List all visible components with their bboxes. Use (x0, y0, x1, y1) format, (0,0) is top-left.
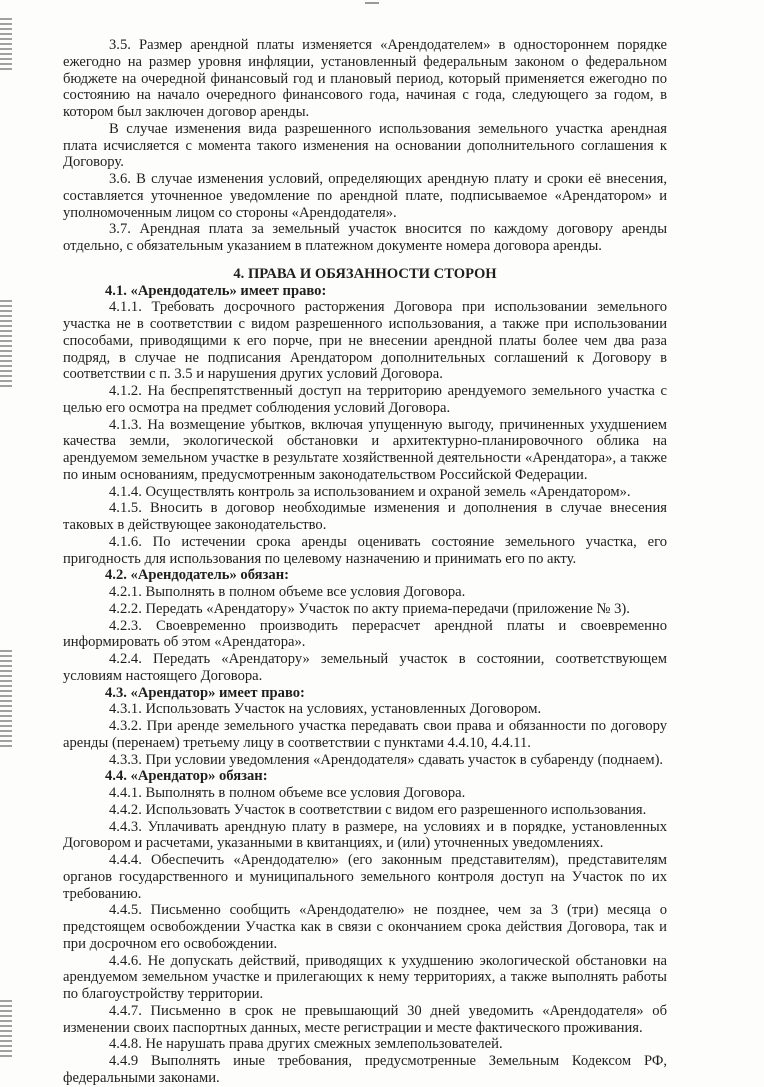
paragraph-4-2-2: 4.2.2. Передать «Арендатору» Участок по акту приема-передачи (приложение № 3). (109, 600, 630, 617)
paragraph-4-1-3: 4.1.3. На возмещение убытков, включая упущенную выгоду, причиненных ухудшением качества земли, экологической обстановки и архитектурно-планировочного облика на арендуемом земельном участке в результате хозяйственной деятельности «Арендатора», а также по иным основаниям, предусмотренным законодательством Российской Федерации. (63, 416, 667, 483)
paragraph-4-3-3: 4.3.3. При условии уведомления «Арендодателя» сдавать участок в субаренду (поднаем). (109, 751, 664, 768)
subsection-4-1: 4.1. «Арендодатель» имеет право: (105, 282, 327, 299)
paragraph-4-4-9: 4.4.9 Выполнять иные требования, предусмотренные Земельным Кодексом РФ, федеральными законами. (63, 1053, 667, 1086)
binding-mark (0, 650, 12, 750)
subsection-4-2: 4.2. «Арендодатель» обязан: (105, 567, 289, 584)
paragraph-4-3-1: 4.3.1. Использовать Участок на условиях, установленных Договором. (109, 701, 542, 718)
paragraph-4-4-7: 4.4.7. Письменно в срок не превышающий 30 дней уведомить «Арендодателя» об изменении своих паспортных данных, месте регистрации и месте фактического проживания. (63, 1002, 667, 1036)
paragraph-3-6: 3.6. В случае изменения условий, определяющих арендную плату и сроки её внесения, составляется уточненное уведомление по арендной плате, подписываемое «Арендатором» и уполномоченным лицом со стороны «Арендодателя». (63, 171, 667, 221)
paragraph-4-4-2: 4.4.2. Использовать Участок в соответствии с видом его разрешенного использования. (109, 801, 647, 818)
binding-mark (0, 300, 12, 390)
paragraph-4-1-6: 4.1.6. По истечении срока аренды оценивать состояние земельного участка, его пригодность для использования по целевому назначению и принимать его по акту. (63, 533, 667, 567)
subsection-4-3: 4.3. «Арендатор» имеет право: (105, 684, 305, 701)
binding-mark (0, 1000, 12, 1060)
document-page (63, 37, 667, 1087)
paragraph-4-1-1: 4.1.1. Требовать досрочного расторжения Договора при использовании земельного участка не в соответствии с видом разрешенного использования, а также при использовании способами, приводящими к его порче, при не внесении арендной платы более чем два раза подряд, в случае не подписания Арендатором дополнительных соглашений к Договору в соответствии с п. 3.5 и нарушения других условий Договора. (63, 299, 667, 383)
paragraph-4-2-4: 4.2.4. Передать «Арендатору» земельный участок в состоянии, соответствующем условиям настоящего Договора. (63, 651, 667, 684)
paragraph-4-4-8: 4.4.8. Не нарушать права других смежных землепользователей. (109, 1036, 503, 1053)
paragraph-4-2-3: 4.2.3. Своевременно производить перерасчет арендной платы и своевременно информировать об этом «Арендатора». (63, 617, 667, 651)
paragraph-4-1-2: 4.1.2. На беспрепятственный доступ на территорию арендуемого земельного участка с целью его осмотра на предмет соблюдения условий Договора. (63, 383, 667, 416)
paragraph-3-5-note: В случае изменения вида разрешенного использования земельного участка арендная плата исчисляется с момента такого изменения на основании дополнительного соглашения к Договору. (63, 120, 667, 171)
paragraph-4-4-5: 4.4.5. Письменно сообщить «Арендодателю» не позднее, чем за 3 (три) месяца о предстоящем освобождении Участка как в связи с окончанием срока действия Договора, так и при досрочном его освобождении. (63, 902, 667, 952)
subsection-4-4: 4.4. «Арендатор» обязан: (105, 768, 268, 785)
paragraph-4-1-4: 4.1.4. Осуществлять контроль за использованием и охраной земель «Арендатором». (109, 483, 631, 500)
paragraph-4-4-1: 4.4.1. Выполнять в полном объеме все условия Договора. (109, 785, 466, 801)
scan-artifact (365, 2, 379, 4)
section-heading: 4. ПРАВА И ОБЯЗАННОСТИ СТОРОН (233, 265, 497, 282)
binding-mark (0, 18, 12, 73)
paragraph-3-7: 3.7. Арендная плата за земельный участок вносится по каждому договору аренды отдельно, с обязательным указанием в платежном документе номера договора аренды. (63, 221, 667, 254)
paragraph-4-3-2: 4.3.2. При аренде земельного участка передавать свои права и обязанности по договору аренды (перенаем) третьему лицу в соответствии с пунктами 4.4.10, 4.4.11. (63, 718, 667, 751)
paragraph-3-5: 3.5. Размер арендной платы изменяется «Арендодателем» в одностороннем порядке ежегодно на размер уровня инфляции, установленный федеральным законом о федеральном бюджете на очередной финансовый год и плановый период, который применяется ежегодно по состоянию на начало очередного финансового года, начиная с года, следующего за годом, в котором был заключен договор аренды. (63, 37, 667, 120)
paragraph-4-2-1: 4.2.1. Выполнять в полном объеме все условия Договора. (109, 584, 466, 600)
paragraph-4-4-6: 4.4.6. Не допускать действий, приводящих к ухудшению экологической обстановки на арендуемом земельном участке и прилегающих к нему территориях, а также выполнять работы по благоустройству территории. (63, 952, 667, 1002)
paragraph-4-4-4: 4.4.4. Обеспечить «Арендодателю» (его законным представителям), представителям органов государственного и муниципального земельного контроля доступ на Участок по их требованию. (63, 852, 667, 902)
paragraph-4-4-3: 4.4.3. Уплачивать арендную плату в размере, на условиях и в порядке, установленных Договором и расчетами, указанными в квитанциях, и (или) уточненных уведомлениях. (63, 818, 667, 852)
paragraph-4-1-5: 4.1.5. Вносить в договор необходимые изменения и дополнения в случае внесения таковых в действующее законодательство. (63, 500, 667, 533)
